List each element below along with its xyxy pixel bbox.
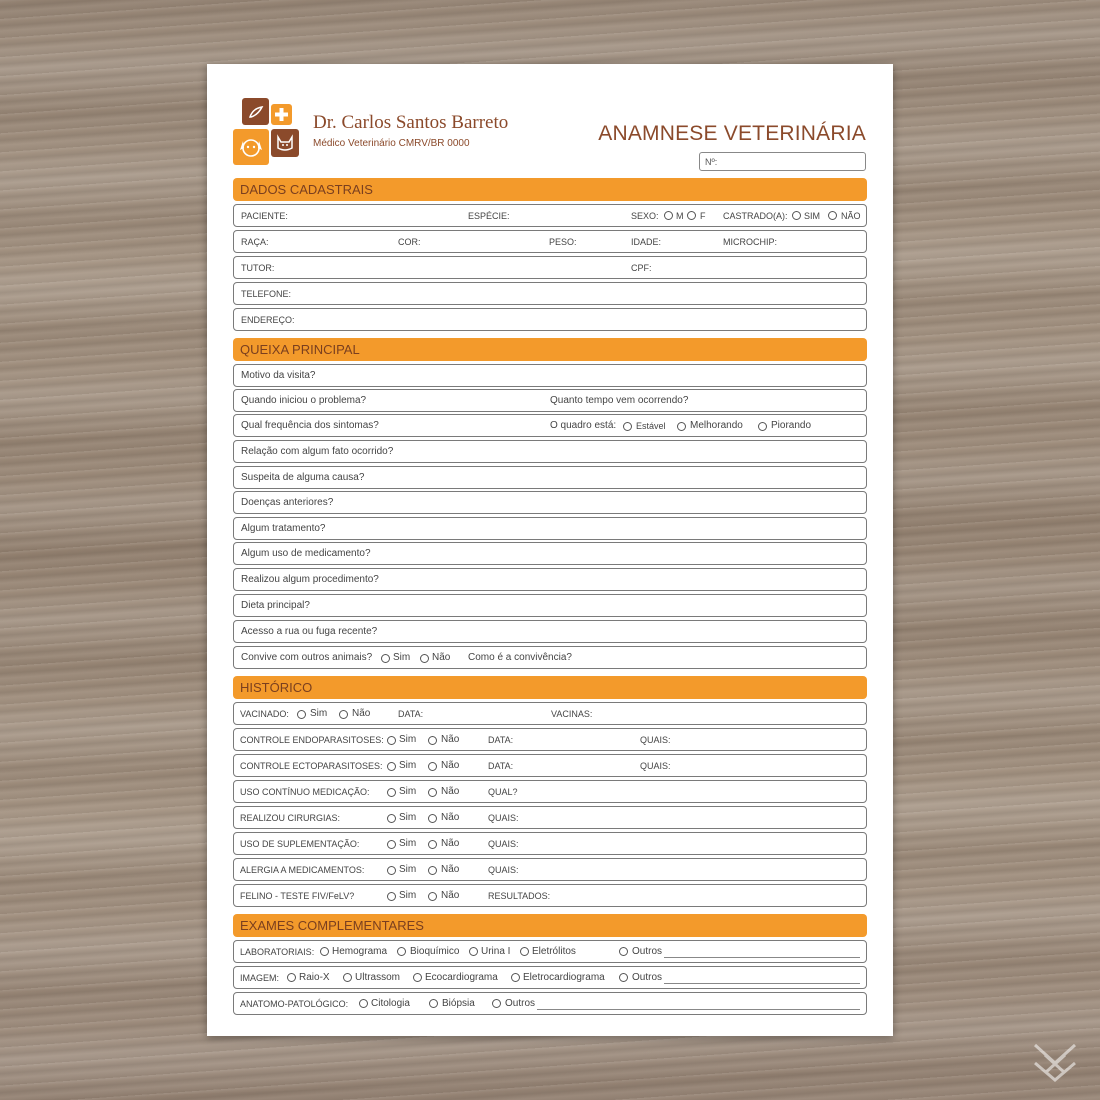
row-quando[interactable] bbox=[233, 389, 867, 412]
dog-icon bbox=[233, 129, 269, 165]
row-felino[interactable] bbox=[233, 884, 867, 907]
ultrassom-label: Ultrassom bbox=[355, 972, 401, 983]
endo-sim-label: Sim bbox=[399, 734, 417, 745]
melhorando-label: Melhorando bbox=[690, 420, 743, 431]
quadro-label: O quadro está: bbox=[550, 420, 617, 431]
convive-nao-checkbox[interactable] bbox=[420, 654, 429, 663]
anatomo-outros-label: Outros bbox=[505, 998, 536, 1009]
cpf-label: CPF: bbox=[631, 263, 652, 273]
microchip-label: MICROCHIP: bbox=[723, 237, 777, 247]
bioquimico-checkbox[interactable] bbox=[397, 947, 406, 956]
row-suspeita[interactable] bbox=[233, 466, 867, 489]
dieta-label: Dieta principal? bbox=[241, 600, 310, 611]
alergia-quais-label: QUAIS: bbox=[488, 865, 519, 875]
row-frequencia[interactable] bbox=[233, 414, 867, 437]
urina-label: Urina I bbox=[481, 946, 511, 957]
quando-label: Quando iniciou o problema? bbox=[241, 395, 367, 406]
section-queixa-principal bbox=[233, 338, 867, 361]
cirurgias-nao-label: Não bbox=[441, 812, 460, 823]
number-field[interactable] bbox=[699, 152, 866, 171]
castrado-nao-label: NÃO bbox=[841, 211, 861, 221]
frequencia-label: Qual frequência dos sintomas? bbox=[241, 420, 379, 431]
row-procedimento[interactable] bbox=[233, 568, 867, 591]
row-alergia[interactable] bbox=[233, 858, 867, 881]
cirurgias-label: REALIZOU CIRURGIAS: bbox=[240, 813, 341, 823]
ecto-nao-label: Não bbox=[441, 760, 460, 771]
alergia-sim-checkbox[interactable] bbox=[387, 866, 396, 875]
row-endoparasitoses[interactable] bbox=[233, 728, 867, 751]
row-tutor[interactable] bbox=[233, 256, 867, 279]
tutor-label: TUTOR: bbox=[241, 263, 275, 273]
continuo-nao-checkbox[interactable] bbox=[428, 788, 437, 797]
section-title: HISTÓRICO bbox=[240, 680, 313, 695]
convivencia-label: Como é a convivência? bbox=[468, 652, 572, 663]
castrado-nao-checkbox[interactable] bbox=[828, 211, 837, 220]
felino-nao-checkbox[interactable] bbox=[428, 892, 437, 901]
piorando-label: Piorando bbox=[771, 420, 812, 431]
img-outros-line[interactable] bbox=[664, 983, 860, 984]
continuo-nao-label: Não bbox=[441, 786, 460, 797]
suplementacao-quais-label: QUAIS: bbox=[488, 839, 519, 849]
cat-icon bbox=[271, 129, 299, 157]
imagem-label: IMAGEM: bbox=[240, 973, 280, 983]
watermark-x-icon bbox=[1030, 1035, 1080, 1085]
row-imagem[interactable] bbox=[233, 966, 867, 989]
img-outros-checkbox[interactable] bbox=[619, 973, 628, 982]
quanto-label: Quanto tempo vem ocorrendo? bbox=[550, 395, 689, 406]
felino-label: FELINO - TESTE FIV/FeLV? bbox=[240, 891, 355, 901]
row-vacinado[interactable] bbox=[233, 702, 867, 725]
citologia-label: Citologia bbox=[371, 998, 410, 1009]
ecto-data-label: DATA: bbox=[488, 761, 514, 771]
ecto-sim-label: Sim bbox=[399, 760, 417, 771]
lab-outros-checkbox[interactable] bbox=[619, 947, 628, 956]
suplementacao-nao-label: Não bbox=[441, 838, 460, 849]
endo-nao-checkbox[interactable] bbox=[428, 736, 437, 745]
row-dieta[interactable] bbox=[233, 594, 867, 617]
endo-nao-label: Não bbox=[441, 734, 460, 745]
row-motivo[interactable] bbox=[233, 364, 867, 387]
bioquimico-label: Bioquímico bbox=[410, 946, 460, 957]
alergia-nao-checkbox[interactable] bbox=[428, 866, 437, 875]
vacinado-label: VACINADO: bbox=[240, 709, 289, 719]
convive-sim-checkbox[interactable] bbox=[381, 654, 390, 663]
vacinado-nao-label: Não bbox=[352, 708, 371, 719]
convive-nao-label: Não bbox=[432, 652, 451, 663]
peso-label: PESO: bbox=[549, 237, 577, 247]
convive-label: Convive com outros animais? bbox=[241, 652, 373, 663]
sexo-f-label: F bbox=[700, 211, 706, 221]
lab-outros-line[interactable] bbox=[664, 957, 860, 958]
ecto-nao-checkbox[interactable] bbox=[428, 762, 437, 771]
vacinado-data-label: DATA: bbox=[398, 709, 424, 719]
idade-label: IDADE: bbox=[631, 237, 662, 247]
laboratoriais-label: LABORATORIAIS: bbox=[240, 947, 315, 957]
eletrolitos-label: Eletrólitos bbox=[532, 946, 576, 957]
row-uso-continuo[interactable] bbox=[233, 780, 867, 803]
section-exames-complementares bbox=[233, 914, 867, 937]
anatomo-outros-line[interactable] bbox=[537, 1009, 860, 1010]
row-raca[interactable] bbox=[233, 230, 867, 253]
biopsia-label: Biópsia bbox=[442, 998, 475, 1009]
citologia-checkbox[interactable] bbox=[359, 999, 368, 1008]
relacao-label: Relação com algum fato ocorrido? bbox=[241, 446, 394, 457]
raiox-label: Raio-X bbox=[299, 972, 330, 983]
row-anatomo[interactable] bbox=[233, 992, 867, 1015]
medicamento-label: Algum uso de medicamento? bbox=[241, 548, 371, 559]
melhorando-checkbox[interactable] bbox=[677, 422, 686, 431]
lab-outros-label: Outros bbox=[632, 946, 663, 957]
endo-label: CONTROLE ENDOPARASITOSES: bbox=[240, 735, 384, 745]
ultrassom-checkbox[interactable] bbox=[343, 973, 352, 982]
procedimento-label: Realizou algum procedimento? bbox=[241, 574, 379, 585]
hemograma-label: Hemograma bbox=[332, 946, 388, 957]
cirurgias-sim-checkbox[interactable] bbox=[387, 814, 396, 823]
estavel-label: Estável bbox=[636, 421, 666, 431]
biopsia-checkbox[interactable] bbox=[429, 999, 438, 1008]
row-doencas[interactable] bbox=[233, 491, 867, 514]
row-medicamento[interactable] bbox=[233, 542, 867, 565]
cirurgias-quais-label: QUAIS: bbox=[488, 813, 519, 823]
bird-icon bbox=[242, 98, 269, 125]
tratamento-label: Algum tratamento? bbox=[241, 523, 326, 534]
row-endereco[interactable] bbox=[233, 308, 867, 331]
plus-icon bbox=[271, 104, 292, 125]
convive-sim-label: Sim bbox=[393, 652, 411, 663]
suplementacao-sim-label: Sim bbox=[399, 838, 417, 849]
sexo-m-checkbox[interactable] bbox=[664, 211, 673, 220]
endo-sim-checkbox[interactable] bbox=[387, 736, 396, 745]
eletrocardiograma-checkbox[interactable] bbox=[511, 973, 520, 982]
acesso-label: Acesso a rua ou fuga recente? bbox=[241, 626, 378, 637]
section-historico bbox=[233, 676, 867, 699]
continuo-qual-label: QUAL? bbox=[488, 787, 518, 797]
row-ectoparasitoses[interactable] bbox=[233, 754, 867, 777]
row-suplementacao[interactable] bbox=[233, 832, 867, 855]
piorando-checkbox[interactable] bbox=[758, 422, 767, 431]
row-telefone[interactable] bbox=[233, 282, 867, 305]
felino-sim-checkbox[interactable] bbox=[387, 892, 396, 901]
eletrolitos-checkbox[interactable] bbox=[520, 947, 529, 956]
cirurgias-sim-label: Sim bbox=[399, 812, 417, 823]
number-label: Nº: bbox=[705, 157, 718, 167]
eletrocardiograma-label: Eletrocardiograma bbox=[523, 972, 605, 983]
hemograma-checkbox[interactable] bbox=[320, 947, 329, 956]
row-convive[interactable] bbox=[233, 646, 867, 669]
suplementacao-sim-checkbox[interactable] bbox=[387, 840, 396, 849]
vacinas-label: VACINAS: bbox=[551, 709, 593, 719]
continuo-label: USO CONTÍNUO MEDICAÇÃO: bbox=[240, 787, 370, 797]
vacinado-nao-checkbox[interactable] bbox=[339, 710, 348, 719]
estavel-checkbox[interactable] bbox=[623, 422, 632, 431]
alergia-nao-label: Não bbox=[441, 864, 460, 875]
continuo-sim-checkbox[interactable] bbox=[387, 788, 396, 797]
section-dados-cadastrais bbox=[233, 178, 867, 201]
urina-checkbox[interactable] bbox=[469, 947, 478, 956]
alergia-label: ALERGIA A MEDICAMENTOS: bbox=[240, 865, 365, 875]
ecto-label: CONTROLE ECTOPARASITOSES: bbox=[240, 761, 383, 771]
endo-quais-label: QUAIS: bbox=[640, 735, 671, 745]
continuo-sim-label: Sim bbox=[399, 786, 417, 797]
alergia-sim-label: Sim bbox=[399, 864, 417, 875]
row-tratamento[interactable] bbox=[233, 517, 867, 540]
sexo-label: SEXO: bbox=[631, 211, 659, 221]
ecocardiograma-label: Ecocardiograma bbox=[425, 972, 498, 983]
castrado-label: CASTRADO(A): bbox=[723, 211, 788, 221]
paciente-label: PACIENTE: bbox=[241, 211, 288, 221]
ecto-sim-checkbox[interactable] bbox=[387, 762, 396, 771]
row-relacao[interactable] bbox=[233, 440, 867, 463]
doctor-registration: Médico Veterinário CMRV/BR 0000 bbox=[313, 138, 470, 149]
cirurgias-nao-checkbox[interactable] bbox=[428, 814, 437, 823]
raiox-checkbox[interactable] bbox=[287, 973, 296, 982]
felino-nao-label: Não bbox=[441, 890, 460, 901]
felino-sim-label: Sim bbox=[399, 890, 417, 901]
suplementacao-label: USO DE SUPLEMENTAÇÃO: bbox=[240, 839, 360, 849]
raca-label: RAÇA: bbox=[241, 237, 269, 247]
doctor-name: Dr. Carlos Santos Barreto bbox=[313, 112, 509, 133]
suplementacao-nao-checkbox[interactable] bbox=[428, 840, 437, 849]
cor-label: COR: bbox=[398, 237, 421, 247]
row-acesso[interactable] bbox=[233, 620, 867, 643]
endereco-label: ENDEREÇO: bbox=[241, 315, 295, 325]
especie-label: ESPÉCIE: bbox=[468, 211, 510, 221]
anatomo-outros-checkbox[interactable] bbox=[492, 999, 501, 1008]
row-laboratoriais[interactable] bbox=[233, 940, 867, 963]
ecto-quais-label: QUAIS: bbox=[640, 761, 671, 771]
ecocardiograma-checkbox[interactable] bbox=[413, 973, 422, 982]
endo-data-label: DATA: bbox=[488, 735, 514, 745]
document-title: ANAMNESE VETERINÁRIA bbox=[598, 122, 866, 145]
section-title: EXAMES COMPLEMENTARES bbox=[240, 918, 424, 933]
telefone-label: TELEFONE: bbox=[241, 289, 292, 299]
row-paciente[interactable] bbox=[233, 204, 867, 227]
suspeita-label: Suspeita de alguma causa? bbox=[241, 472, 365, 483]
row-cirurgias[interactable] bbox=[233, 806, 867, 829]
img-outros-label: Outros bbox=[632, 972, 663, 983]
anatomo-label: ANATOMO-PATOLÓGICO: bbox=[240, 999, 349, 1009]
doencas-label: Doenças anteriores? bbox=[241, 497, 334, 508]
sexo-m-label: M bbox=[676, 211, 684, 221]
section-title: DADOS CADASTRAIS bbox=[240, 182, 373, 197]
sexo-f-checkbox[interactable] bbox=[687, 211, 696, 220]
castrado-sim-checkbox[interactable] bbox=[792, 211, 801, 220]
vacinado-sim-checkbox[interactable] bbox=[297, 710, 306, 719]
form-sheet bbox=[207, 64, 893, 1036]
motivo-label: Motivo da visita? bbox=[241, 370, 316, 381]
felino-resultados-label: RESULTADOS: bbox=[488, 891, 551, 901]
section-title: QUEIXA PRINCIPAL bbox=[240, 342, 360, 357]
castrado-sim-label: SIM bbox=[804, 211, 821, 221]
vacinado-sim-label: Sim bbox=[310, 708, 328, 719]
